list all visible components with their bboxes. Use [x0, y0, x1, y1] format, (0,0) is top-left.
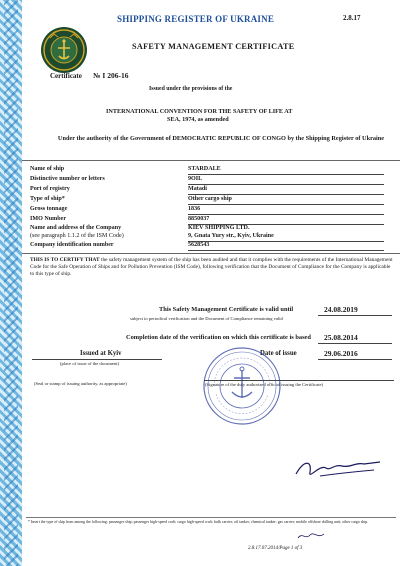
value-underline — [188, 250, 384, 251]
official-round-stamp-icon — [202, 346, 282, 426]
value-underline — [188, 204, 384, 205]
field-label-ship-name: Name of ship — [30, 166, 65, 172]
seal-subtext: (Seal or stamp of issuing authority, as appropriate) — [34, 381, 127, 386]
date-of-issue-label: Date of issue — [260, 350, 297, 357]
section-divider — [22, 160, 400, 161]
certify-lead: THIS IS TO CERTIFY THAT — [30, 257, 100, 263]
field-value-gross-tonnage: 1836 — [188, 206, 201, 212]
date-of-issue: 29.06.2016 — [324, 349, 358, 358]
document-page-code: 2.8.17.07.2014/Page 1 of 3 — [248, 546, 303, 551]
form-number: 2.8.17 — [343, 14, 361, 22]
validity-label: This Safety Management Certificate is valid until — [159, 306, 294, 313]
place-underline — [32, 359, 162, 360]
field-value-company-name: KIEV SHIPPING LTD. — [188, 225, 250, 231]
value-underline — [188, 241, 384, 242]
certify-text: the safety management system of the ship has been audited and that it complies with the requirements of the International Management Code for the Safe Operation of Ships and for Pollution Prevention (ISM Code), following verification that the Document of Compliance for the Company is applicable to this type of ship. — [30, 257, 393, 278]
field-value-type-of-ship: Other cargo ship — [188, 196, 232, 202]
field-label-gross-tonnage: Gross tonnage — [30, 206, 68, 212]
value-underline — [188, 174, 384, 175]
field-value-company-address: 9, Gnata Yury str., Kyiv, Ukraine — [188, 233, 274, 239]
field-label-imo-number: IMO Number — [30, 216, 67, 222]
convention-line-2: SEA, 1974, as amended — [167, 116, 229, 123]
value-underline — [318, 343, 392, 344]
shipping-register-emblem-icon — [40, 26, 88, 74]
certification-statement — [30, 257, 394, 279]
completion-label: Completion date of the verification on which this certificate is based — [126, 334, 311, 341]
place-subtext: (place of issue of the document) — [60, 361, 120, 366]
authority-title: SHIPPING REGISTER OF UKRAINE — [117, 14, 275, 24]
value-underline — [318, 315, 392, 316]
issued-at: Issued at Kyiv — [80, 350, 122, 357]
validity-subtext: subject to periodical verification and the Document of Compliance remaining valid — [130, 316, 283, 321]
footnote-divider — [26, 517, 396, 518]
certificate-number: № I 206-16 — [93, 71, 129, 80]
decorative-side-border — [0, 0, 22, 566]
certificate-number-label: Certificate — [50, 72, 82, 80]
authority-statement: Under the authority of the Government of DEMOCRATIC REPUBLIC OF CONGO by the Shipping Register of Ukraine — [57, 135, 385, 142]
footnote-text: * Insert the type of ship from among the following: passenger ship; passenger high-speed craft; cargo high-speed craft; bulk carrier; oil tanker; chemical tanker; gas carrier; mobile offshore drilling unit; other cargo ship. — [28, 520, 369, 524]
section-divider — [22, 253, 400, 254]
field-label-port-of-registry: Port of registry — [30, 186, 70, 192]
field-value-ship-name: STARDALE — [188, 166, 221, 172]
field-label-company-id: Company identification number — [30, 242, 114, 248]
field-value-company-id: 5628543 — [188, 242, 210, 248]
certificate-title: SAFETY MANAGEMENT CERTIFICATE — [132, 42, 295, 51]
convention-line-1: INTERNATIONAL CONVENTION FOR THE SAFETY OF LIFE AT — [106, 108, 293, 115]
field-label-type-of-ship: Type of ship* — [30, 196, 65, 202]
validity-date: 24.08.2019 — [324, 305, 358, 314]
field-value-distinctive-number: 9OIL — [188, 176, 203, 182]
field-label-company-name: Name and address of the Company — [30, 225, 122, 231]
issued-under-text: Issued under the provisions of the — [149, 86, 233, 92]
field-label-distinctive-number: Distinctive number or letters — [30, 176, 105, 182]
signature-subtext: (Signature of the duly authorized official issuing the Certificate) — [205, 382, 324, 387]
completion-date: 25.08.2014 — [324, 333, 358, 342]
initials-mark-icon — [296, 531, 326, 541]
value-underline — [318, 359, 392, 360]
field-value-port-of-registry: Matadi — [188, 186, 207, 192]
field-value-imo-number: 8850037 — [188, 216, 210, 222]
certificate-page — [22, 0, 400, 566]
value-underline — [188, 184, 384, 185]
value-underline — [188, 214, 384, 215]
field-label-ism-paragraph: (see paragraph 1.1.2 of the ISM Code) — [30, 233, 124, 239]
handwritten-signature-icon — [290, 454, 386, 484]
value-underline — [188, 194, 384, 195]
